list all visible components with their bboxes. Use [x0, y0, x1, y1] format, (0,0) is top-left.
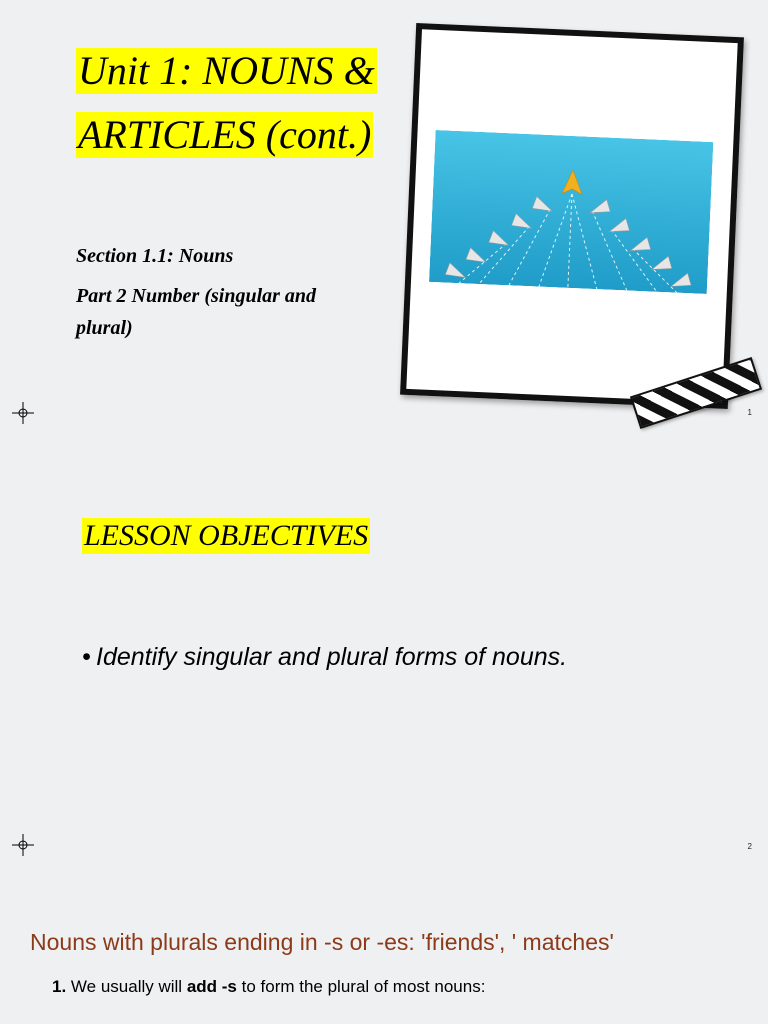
plural-rules-heading: Nouns with plurals ending in -s or -es: 'friends', ' matches'	[30, 929, 614, 955]
lesson-objectives-heading: LESSON OBJECTIVES	[84, 519, 369, 552]
bullet-icon: •	[82, 643, 91, 671]
rule-number: 1.	[52, 977, 67, 996]
crosshair-icon	[12, 834, 34, 856]
objective-text: Identify singular and plural forms of nouns.	[96, 643, 568, 671]
crosshair-icon	[12, 402, 34, 424]
slide-3	[0, 864, 768, 1024]
photo-frame	[400, 23, 744, 409]
rule-1	[52, 976, 485, 998]
title-line-1: Unit 1: NOUNS &	[78, 48, 375, 93]
paper-planes-illustration	[429, 130, 713, 294]
page-number: 1	[747, 408, 752, 417]
section-label: Section 1.1: Nouns	[76, 245, 234, 267]
objective-bullet	[82, 642, 567, 672]
paper-planes-image	[429, 130, 713, 294]
slide-2	[0, 432, 768, 864]
part-label: Part 2 Number (singular and plural)	[76, 285, 317, 339]
page-number: 2	[747, 842, 752, 851]
slide-1	[0, 0, 768, 432]
rule-text-before: We usually will	[70, 977, 183, 996]
rule-text-after: to form the plural of most nouns:	[241, 977, 486, 996]
rule-text-bold: add -s	[186, 977, 237, 996]
title-line-2: ARTICLES (cont.)	[78, 112, 372, 157]
